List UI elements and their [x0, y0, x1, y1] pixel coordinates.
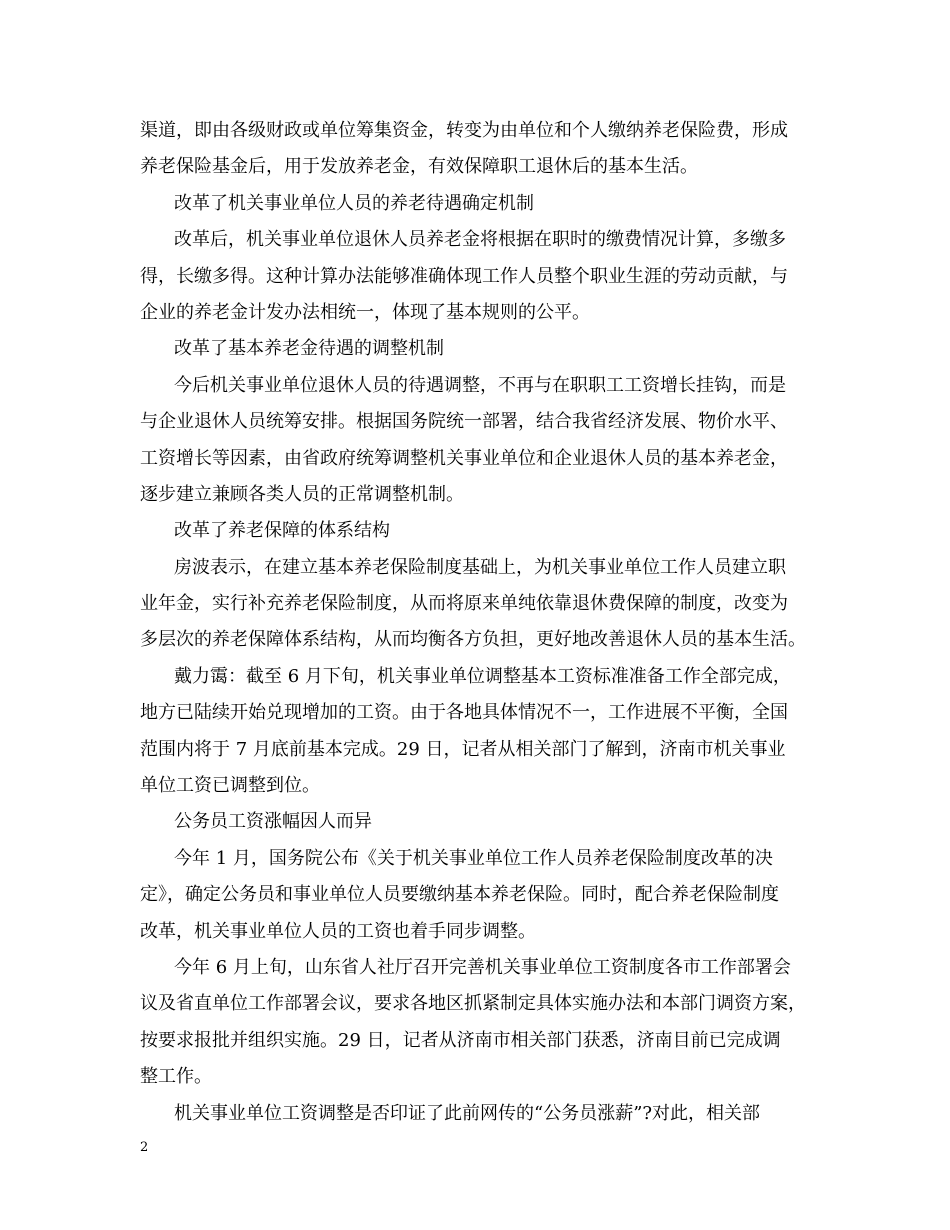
text-line: 改革，机关事业单位人员的工资也着手同步调整。: [140, 920, 536, 942]
text-line: 业年金，实行补充养老保险制度，从而将原来单纯依靠退休费保障的制度，改变为: [140, 593, 788, 615]
paragraph-first-line: 机关事业单位工资调整是否印证了此前网传的“公务员涨薪”?对此，相关部: [174, 1102, 761, 1124]
page-number: 2: [140, 1140, 149, 1155]
paragraph-first-line: 今年 6 月上旬，山东省人社厅召开完善机关事业单位工资制度各市工作部署会: [174, 956, 791, 978]
document-body: [140, 113, 825, 1132]
paragraph-first-line: 房波表示，在建立基本养老保险制度基础上，为机关事业单位工作人员建立职: [174, 556, 786, 578]
text-line: 单位工资已调整到位。: [140, 775, 320, 797]
paragraph-first-line: 公务员工资涨幅因人而异: [174, 811, 372, 833]
text-line: 议及省直单位工作部署会议，要求各地区抓紧制定具体实施办法和本部门调资方案，: [140, 993, 806, 1015]
paragraph-first-line: 今年 1 月，国务院公布《关于机关事业单位工作人员养老保险制度改革的决: [174, 847, 773, 869]
text-line: 整工作。: [140, 1066, 212, 1088]
text-line: 范围内将于 7 月底前基本完成。29 日，记者从相关部门了解到，济南市机关事业: [140, 738, 786, 760]
paragraph-first-line: 改革了机关事业单位人员的养老待遇确定机制: [174, 192, 534, 214]
paragraph-first-line: 今后机关事业单位退休人员的待遇调整，不再与在职职工工资增长挂钩，而是: [174, 374, 786, 396]
text-line: 得，长缴多得。这种计算办法能够准确体现工作人员整个职业生涯的劳动贡献，与: [140, 265, 788, 287]
text-line: 工资增长等因素，由省政府统筹调整机关事业单位和企业退休人员的基本养老金，: [140, 447, 788, 469]
text-line: 渠道，即由各级财政或单位筹集资金，转变为由单位和个人缴纳养老保险费，形成: [140, 120, 788, 141]
text-line: 养老保险基金后，用于发放养老金，有效保障职工退休后的基本生活。: [140, 156, 698, 178]
text-line: 地方已陆续开始兑现增加的工资。由于各地具体情况不一，工作进展不平衡，全国: [140, 702, 788, 724]
paragraph-first-line: 改革了基本养老金待遇的调整机制: [174, 338, 444, 360]
text-line: 企业的养老金计发办法相统一，体现了基本规则的公平。: [140, 301, 590, 323]
text-line: 与企业退休人员统筹安排。根据国务院统一部署，结合我省经济发展、物价水平、: [140, 411, 788, 433]
text-line: 多层次的养老保障体系结构，从而均衡各方负担，更好地改善退休人员的基本生活。: [140, 629, 806, 651]
paragraph-first-line: 改革后，机关事业单位退休人员养老金将根据在职时的缴费情况计算，多缴多: [174, 229, 786, 251]
paragraph-first-line: 改革了养老保障的体系结构: [174, 520, 390, 542]
text-line: 定》，确定公务员和事业单位人员要缴纳基本养老保险。同时，配合养老保险制度: [140, 884, 779, 906]
text-line: 按要求报批并组织实施。29 日，记者从济南市相关部门获悉，济南目前已完成调: [140, 1029, 781, 1051]
paragraph-first-line: 戴力霭：截至 6 月下旬，机关事业单位调整基本工资标准准备工作全部完成，: [174, 665, 791, 687]
text-line: 逐步建立兼顾各类人员的正常调整机制。: [140, 483, 464, 505]
